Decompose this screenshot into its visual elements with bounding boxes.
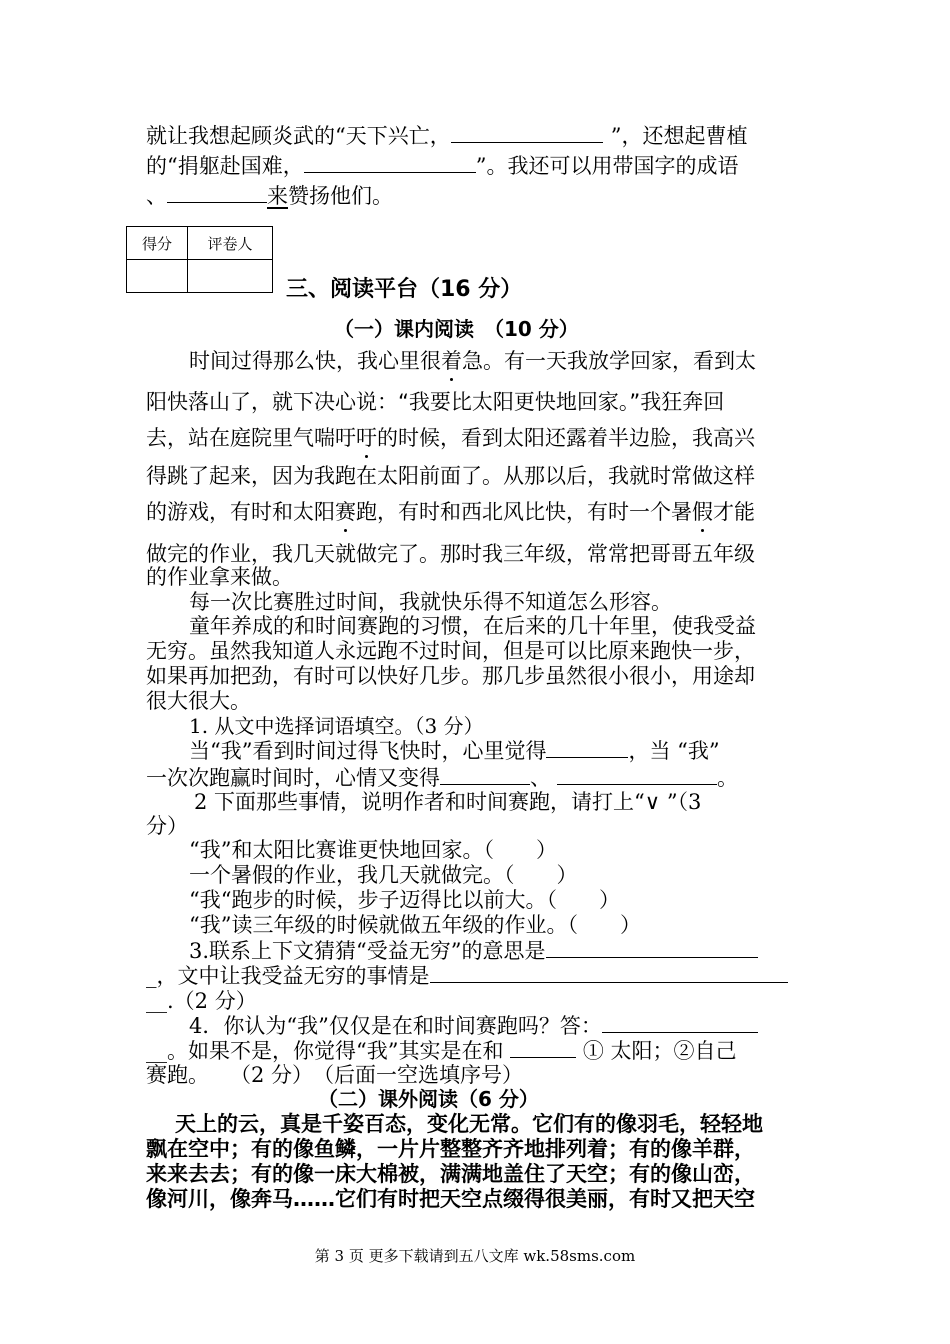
text: __。如果不是，你觉得“我”其实是在和: [146, 1039, 511, 1063]
fill-blank[interactable]: [304, 152, 476, 173]
passage-line: 每一次比赛胜过时间，我就快乐得不知道怎么形容。: [189, 590, 672, 614]
passage-line: 的作业拿来做。: [146, 565, 293, 589]
reading-line: 来来去去；有的像一床大棉被，满满地盖住了天空；有的像山峦，: [146, 1162, 755, 1186]
fill-blank[interactable]: [546, 737, 628, 758]
text: 一次次跑赢时间时，心情又变得: [146, 766, 440, 790]
grader-cell[interactable]: [188, 260, 273, 293]
fill-blank[interactable]: [546, 937, 758, 958]
reading-line: 飘在空中；有的像鱼鳞，一片片整整齐齐地排列着；有的像羊群，: [146, 1137, 755, 1161]
page-footer: 第 3 页 更多下载请到五八文库 wk.58sms.com: [314, 1247, 636, 1265]
text: 就让我想起顾炎武的“天下兴亡，: [146, 124, 451, 148]
section-title: 三、阅读平台（16 分）: [286, 277, 523, 302]
fill-blank[interactable]: [557, 764, 717, 785]
text: 的游戏，有时和太阳: [146, 500, 335, 524]
question-2-cont: 分）: [146, 814, 188, 838]
text: 当“我”看到时间过得飞快时，心里觉得: [189, 739, 547, 763]
text: _，文中让我受益无穷的事情是: [146, 964, 430, 988]
passage-line: [146, 345, 810, 375]
passage-line: 得跳了起来，因为我跑在太阳前面了。从那以后，我就时常做这样: [146, 464, 755, 488]
text: 去，站在庭院里气喘吁: [146, 426, 356, 450]
text: ”，还想起曹植: [610, 124, 748, 148]
text: 3.联系上下文猜猜“受益无穷”的意思是: [189, 939, 546, 963]
text: 、: [146, 184, 167, 208]
reading-line: 天上的云，真是千姿百态，变化无常。它们有的像羽毛，轻轻地: [175, 1112, 763, 1136]
grader-header: 评卷人: [188, 227, 273, 260]
question-1: 1. 从文中选择词语填空。（3 分）: [189, 714, 484, 738]
text: 的“捐躯赴国难，: [146, 154, 304, 178]
text: ”。我还可以用带国字的成语: [475, 154, 739, 178]
top-line-3: [146, 180, 810, 210]
passage-line: [146, 496, 810, 526]
text: 来: [267, 184, 288, 208]
subsection-title-2: （二）课外阅读（6 分）: [318, 1087, 539, 1111]
question-1-line-a: [146, 735, 810, 765]
question-2-item[interactable]: “我”和太阳比赛谁更快地回家。（ ）: [189, 838, 557, 862]
question-2-item[interactable]: 一个暑假的作业，我几天就做完。（ ）: [189, 863, 578, 887]
fill-blank[interactable]: [451, 122, 603, 143]
question-2: 2 下面那些事情，说明作者和时间赛跑，请打上“∨ ”（3: [194, 790, 702, 814]
passage-line: 阳快落山了，就下决心说：“我要比太阳更快地回家。”我狂奔回: [146, 390, 725, 414]
text: 假: [692, 500, 713, 524]
fill-blank[interactable]: [440, 764, 530, 785]
text: 赛: [335, 500, 356, 524]
passage-line: 无穷。虽然我知道人永远跑不过时间，但是可以比原来跑快一步，: [146, 639, 755, 663]
text: 吁: [356, 426, 377, 450]
text: 的时候，看到太阳还露着半边脸，我高兴: [377, 426, 755, 450]
text: ① 太阳；②自己: [576, 1039, 737, 1063]
question-2-item[interactable]: “我“跑步的时候，步子迈得比以前大。（ ）: [189, 888, 620, 912]
passage-line: 如果再加把劲，有时可以快好几步。那几步虽然很小很小，用途却: [146, 664, 755, 688]
question-3-score: __.（2 分）: [146, 989, 257, 1013]
fill-blank[interactable]: [602, 1012, 758, 1033]
fill-blank[interactable]: [430, 962, 788, 983]
passage-line: 做完的作业，我几天就做完了。那时我三年级，常常把哥哥五年级: [146, 542, 755, 566]
passage-line: 很大很大。: [146, 689, 251, 713]
fill-blank[interactable]: [167, 182, 267, 203]
fill-blank[interactable]: [510, 1037, 576, 1058]
reading-line: 像河川，像奔马……它们有时把天空点缀得很美丽，有时又把天空: [146, 1187, 755, 1211]
text: 急。有一天我放学回家，看到太: [462, 349, 756, 373]
subsection-title: （一）课内阅读 （10 分）: [334, 317, 579, 341]
text: 4．你认为“我”仅仅是在和时间赛跑吗？答：: [189, 1014, 602, 1038]
passage-line: 童年养成的和时间赛跑的习惯，在后来的几十年里，使我受益: [189, 614, 756, 638]
text: 跑，有时和西北风比快，有时一个暑: [356, 500, 692, 524]
text: ，当 “我”: [628, 739, 720, 763]
text: 、: [530, 766, 551, 790]
text: 赞扬他们。: [288, 184, 393, 208]
top-line-1: [146, 120, 810, 150]
score-cell[interactable]: [127, 260, 188, 293]
question-2-item[interactable]: “我”读三年级的时候就做五年级的作业。（ ）: [189, 913, 641, 937]
text: 时间过得那么快，我心里很: [189, 349, 441, 373]
text: 。: [717, 766, 738, 790]
score-table: [126, 226, 273, 293]
top-line-2: [146, 150, 810, 180]
text: 着: [441, 349, 462, 373]
passage-line: [146, 422, 810, 452]
score-header: 得分: [127, 227, 188, 260]
text: 才能: [713, 500, 755, 524]
question-4-score: 赛跑。 （2 分） （后面一空选填序号）: [146, 1063, 524, 1087]
